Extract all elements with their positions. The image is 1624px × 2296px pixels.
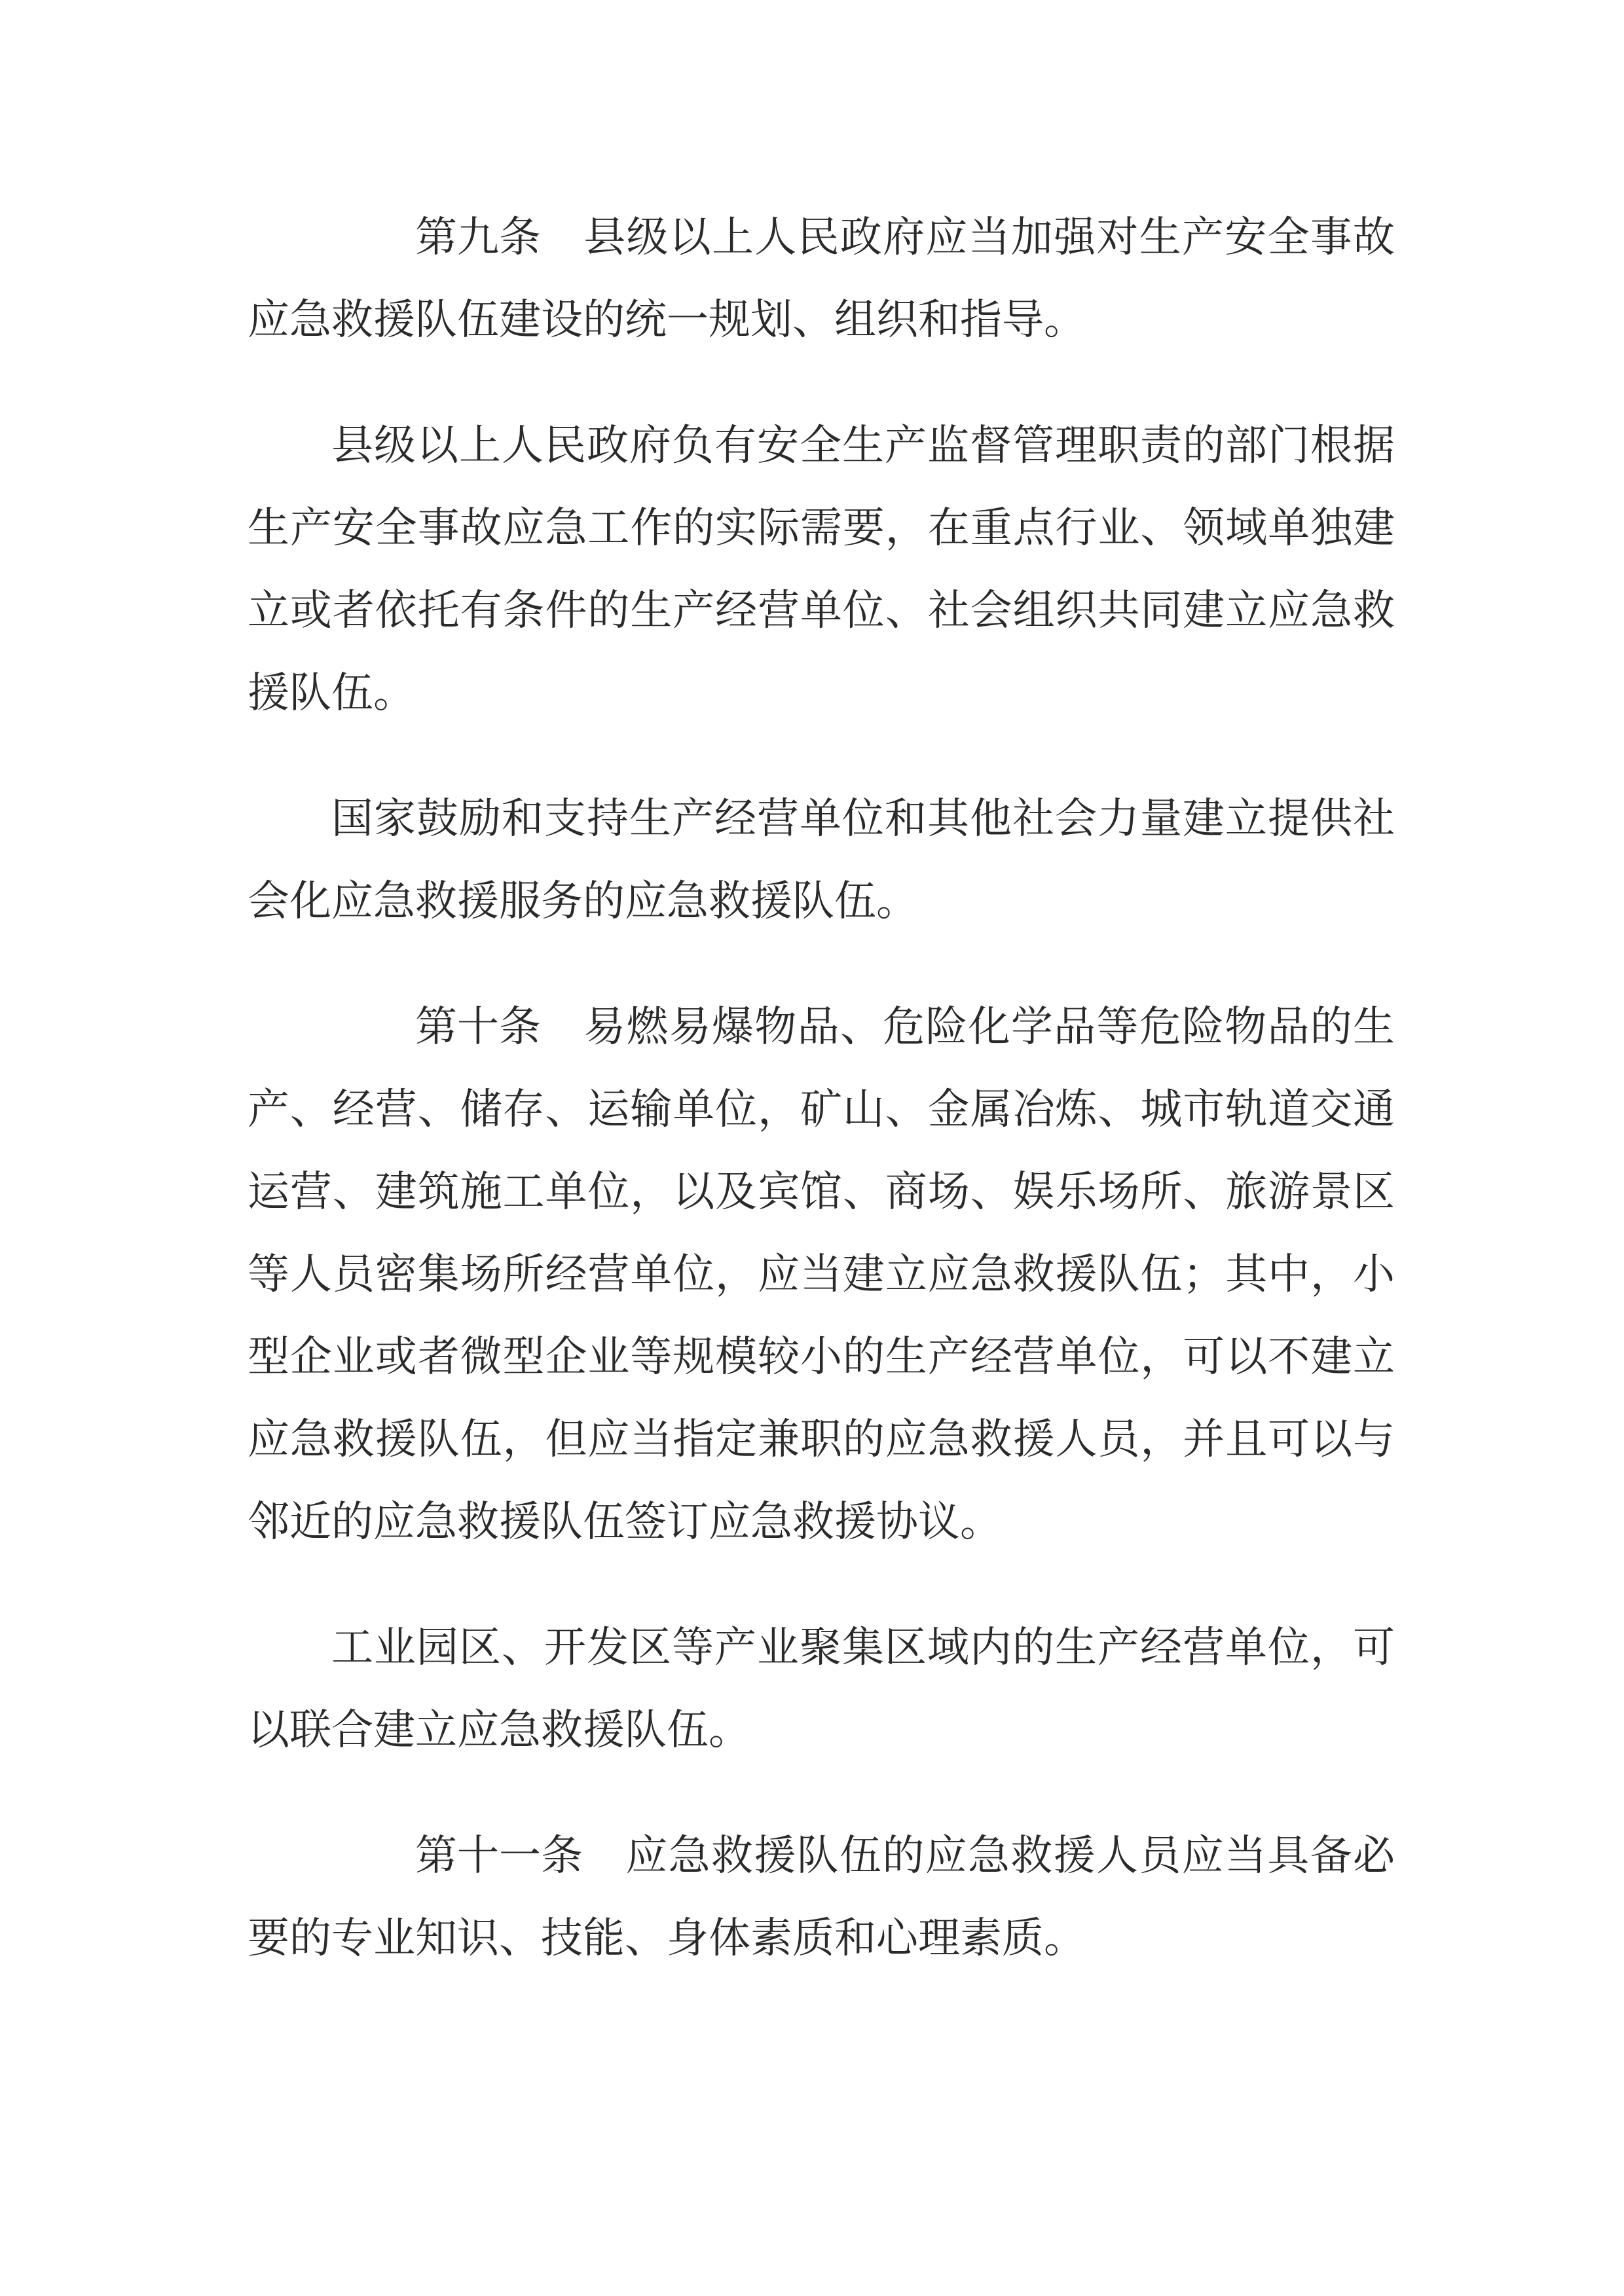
paragraph-article-10-clause-2 <box>248 1607 1395 1772</box>
document-body <box>248 196 1395 2023</box>
paragraph-text: 县级以上人民政府应当加强对生产安全事故应急救援队伍建设的统一规划、组织和指导。 <box>248 213 1395 344</box>
paragraph-article-9 <box>248 196 1395 361</box>
paragraph-text: 国家鼓励和支持生产经营单位和其他社会力量建立提供社会化应急救援服务的应急救援队伍。 <box>248 795 1395 926</box>
article-heading: 第十条 <box>415 1003 541 1051</box>
paragraph-article-11 <box>248 1815 1395 1980</box>
paragraph-text: 易燃易爆物品、危险化学品等危险物品的生产、经营、储存、运输单位，矿山、金属冶炼、城市轨道交通运营、建筑施工单位，以及宾馆、商场、娱乐场所、旅游景区等人员密集场所经营单位，应当建立应急救援队伍；其中，小型企业或者微型企业等规模较小的生产经营单位，可以不建立应急救援队伍，但应当指定兼职的应急救援人员，并且可以与邻近的应急救援队伍签订应急救援协议。 <box>248 1003 1395 1546</box>
paragraph-text: 县级以上人民政府负有安全生产监督管理职责的部门根据生产安全事故应急工作的实际需要，在重点行业、领域单独建立或者依托有条件的生产经营单位、社会组织共同建立应急救援队伍。 <box>248 422 1395 718</box>
paragraph-text: 工业园区、开发区等产业聚集区域内的生产经营单位，可以联合建立应急救援队伍。 <box>248 1624 1395 1755</box>
article-heading: 第九条 <box>415 213 541 262</box>
paragraph-article-9-clause-2 <box>248 405 1395 735</box>
paragraph-text: 应急救援队伍的应急救援人员应当具备必要的专业知识、技能、身体素质和心理素质。 <box>248 1832 1395 1963</box>
paragraph-article-10 <box>248 986 1395 1563</box>
article-heading: 第十一条 <box>415 1832 583 1880</box>
paragraph-article-9-clause-3 <box>248 778 1395 943</box>
